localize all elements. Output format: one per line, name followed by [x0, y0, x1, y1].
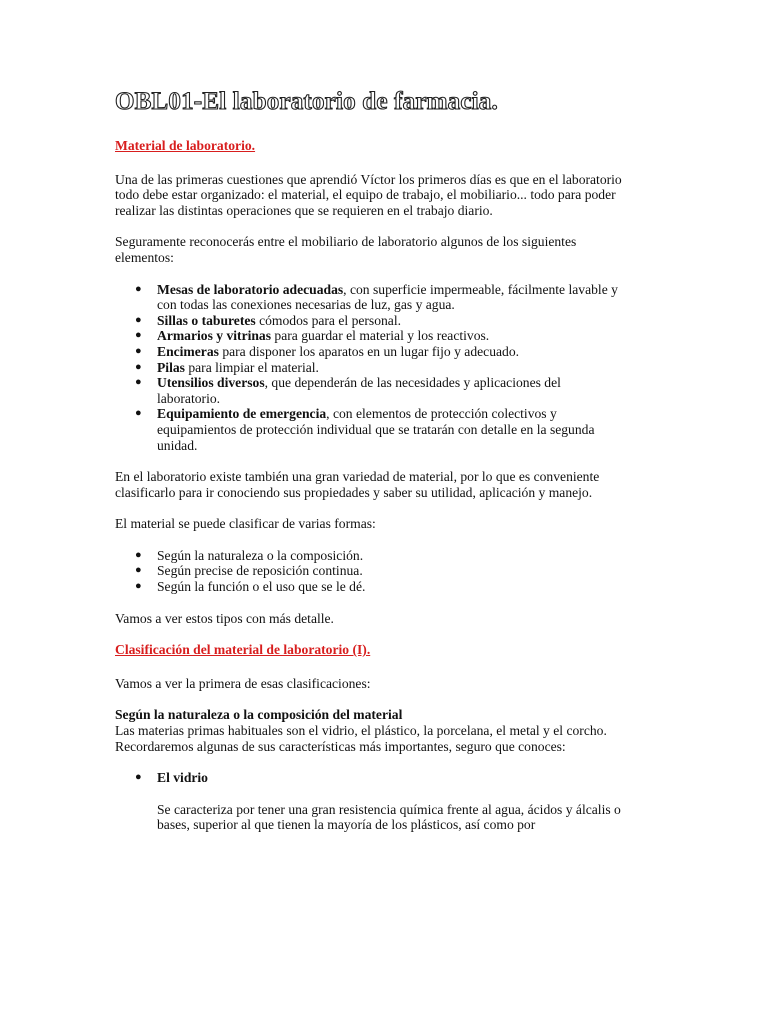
document-title: OBL01-El laboratorio de farmacia.	[115, 88, 498, 115]
bullet-icon: ●	[135, 771, 142, 784]
paragraph-primera: Vamos a ver la primera de esas clasificaciones:	[115, 675, 371, 691]
paragraph-variedad: En el laboratorio existe también una gran variedad de material, por lo que es conveniente clasificarlo para ir conociendo sus propiedades y saber su utilidad, aplicación y manejo.	[115, 469, 600, 500]
materials-list	[115, 770, 625, 786]
bullet-icon: ●	[135, 282, 142, 295]
paragraph-vidrio: Se caracteriza por tener una gran resistencia química frente al agua, ácidos y álcalis o bases, superior al que tienen la mayoría de los plásticos, así como por	[157, 801, 621, 833]
bullet-icon: ●	[135, 407, 142, 420]
furniture-list	[115, 282, 625, 454]
list-item: ● Según la función o el uso que se le dé.	[135, 579, 366, 595]
bullet-icon: ●	[135, 329, 142, 342]
list-item: ● Encimeras para disponer los aparatos en un lugar fijo y adecuado.	[135, 343, 520, 359]
subheading-naturaleza: Según la naturaleza o la composición del material	[115, 707, 403, 723]
list-item: ● El vidrio	[135, 770, 208, 786]
section-heading-material: Material de laboratorio.	[115, 138, 256, 153]
paragraph-clasificar: El material se puede clasificar de varias formas:	[115, 516, 376, 532]
paragraph-materias: Las materias primas habituales son el vidrio, el plástico, la porcelana, el metal y el corcho. Recordaremos algunas de sus características más importantes, seguro que conoces:	[115, 723, 607, 754]
list-item: ● Equipamiento de emergencia, con elementos de protección colectivos y equipamientos de protección individual que se tratarán con detalle en la segunda unidad.	[135, 406, 595, 453]
document-content	[115, 88, 625, 833]
list-item: ● Según la naturaleza o la composición.	[135, 547, 364, 563]
list-item: ● Pilas para limpiar el material.	[135, 359, 319, 375]
paragraph-intro: Una de las primeras cuestiones que aprendió Víctor los primeros días es que en el laboratorio todo debe estar organizado: el material, el equipo de trabajo, el mobiliario... todo para poder realizar las distintas operaciones que se requieren en el trabajo diario.	[115, 171, 622, 218]
bullet-icon: ●	[135, 548, 142, 561]
bullet-icon: ●	[135, 344, 142, 357]
bullet-icon: ●	[135, 580, 142, 593]
classification-list	[115, 548, 625, 595]
paragraph-mobiliario: Seguramente reconocerás entre el mobiliario de laboratorio algunos de los siguientes elementos:	[115, 234, 577, 265]
section-heading-clasificacion: Clasificación del material de laboratorio (I).	[115, 642, 371, 658]
paragraph-detalle: Vamos a ver estos tipos con más detalle.	[115, 610, 334, 626]
bullet-icon: ●	[135, 360, 142, 373]
list-item: ● Mesas de laboratorio adecuadas, con superficie impermeable, fácilmente lavable y con todas las conexiones necesarias de luz, gas y agua.	[135, 281, 618, 313]
list-item: ● Sillas o taburetes cómodos para el personal.	[135, 312, 402, 328]
list-item: ● Armarios y vitrinas para guardar el material y los reactivos.	[135, 328, 490, 344]
bullet-icon: ●	[135, 376, 142, 389]
list-item: ● Utensilios diversos, que dependerán de las necesidades y aplicaciones del laboratorio.	[135, 375, 561, 406]
bullet-icon: ●	[135, 313, 142, 326]
bullet-icon: ●	[135, 564, 142, 577]
list-item: ● Según precise de reposición continua.	[135, 563, 363, 579]
